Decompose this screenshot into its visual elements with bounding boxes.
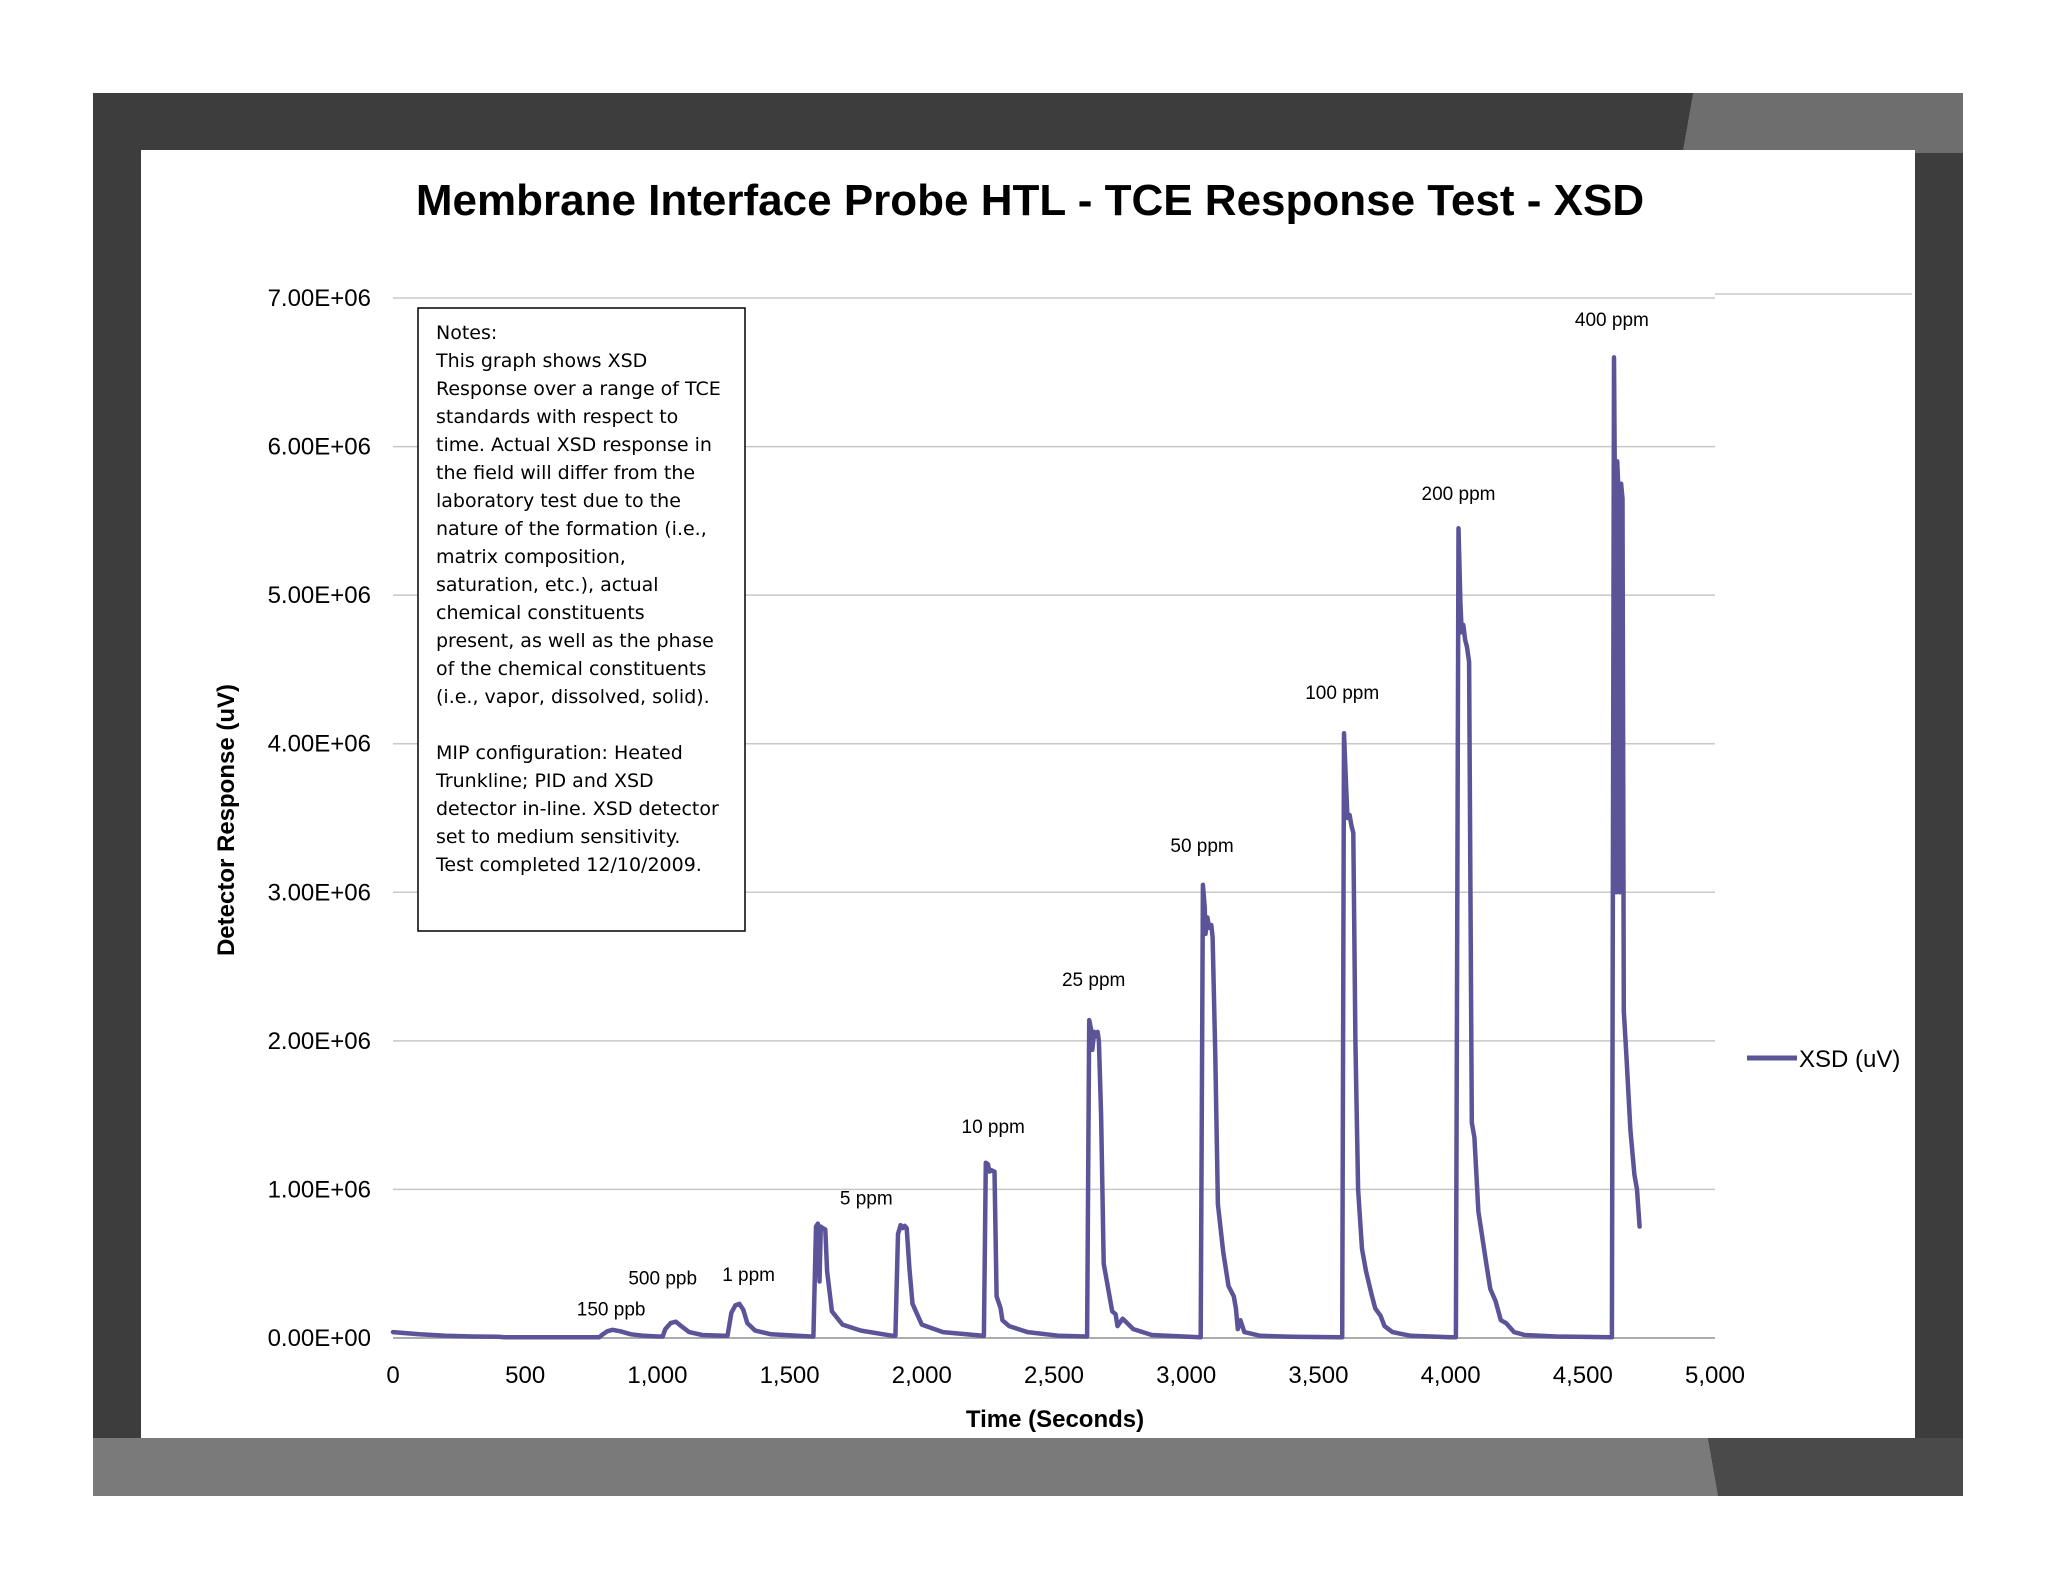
peak-label: 10 ppm — [961, 1116, 1025, 1138]
x-tick-label: 1,000 — [627, 1362, 688, 1389]
peak-label: 150 ppb — [576, 1299, 646, 1321]
x-tick-label: 1,500 — [759, 1362, 820, 1389]
legend — [1747, 1046, 1900, 1073]
x-tick-label: 5,000 — [1684, 1362, 1746, 1389]
notes-line: Test completed 12/10/2009. — [436, 854, 702, 876]
x-tick-label: 3,500 — [1288, 1362, 1349, 1389]
notes-line: time. Actual XSD response in — [436, 434, 712, 456]
notes-line: Response over a range of TCE — [436, 378, 721, 400]
x-tick-label: 500 — [505, 1362, 546, 1389]
notes-line: laboratory test due to the — [436, 490, 681, 512]
notes-line: Notes: — [436, 322, 498, 344]
y-axis-title: Detector Response (uV) — [213, 683, 240, 957]
notes-box — [418, 308, 745, 931]
notes-line: standards with respect to — [436, 406, 679, 428]
peak-label: 25 ppm — [1061, 969, 1126, 991]
notes-line: matrix composition, — [436, 546, 626, 568]
peak-label: 400 ppm — [1574, 310, 1649, 332]
y-tick-label: 3.00E+06 — [267, 879, 371, 907]
notes-line: set to medium sensitivity. — [436, 826, 681, 848]
notes-line: saturation, etc.), actual — [436, 574, 659, 596]
x-tick-label: 4,500 — [1552, 1362, 1613, 1389]
notes-line: Trunkline; PID and XSD — [436, 770, 654, 792]
y-tick-label: 0.00E+00 — [267, 1325, 371, 1352]
y-tick-label: 2.00E+06 — [267, 1027, 371, 1055]
y-tick-label: 1.00E+06 — [267, 1176, 371, 1204]
y-tick-label: 4.00E+06 — [267, 730, 371, 758]
notes-line: the field will differ from the — [436, 462, 696, 484]
y-axis-ticks — [268, 285, 371, 1352]
y-tick-label: 6.00E+06 — [267, 433, 371, 461]
notes-line: of the chemical constituents — [436, 658, 707, 680]
peak-label: 200 ppm — [1421, 484, 1496, 506]
notes-line: present, as well as the phase — [436, 630, 714, 652]
notes-line: nature of the formation (i.e., — [436, 518, 707, 540]
peak-label: 50 ppm — [1170, 836, 1234, 858]
x-tick-label: 2,500 — [1023, 1362, 1085, 1389]
peak-label: 1 ppm — [722, 1264, 776, 1286]
x-tick-label: 3,000 — [1156, 1362, 1217, 1389]
notes-line: chemical constituents — [436, 602, 645, 624]
legend-label-xsd: XSD (uV) — [1799, 1046, 1901, 1073]
notes-line: This graph shows XSD — [436, 350, 648, 372]
x-tick-label: 0 — [386, 1362, 400, 1389]
notes-line: MIP configuration: Heated — [436, 742, 683, 764]
x-axis-ticks — [386, 1362, 1745, 1389]
x-tick-label: 4,000 — [1420, 1362, 1481, 1389]
peak-label: 100 ppm — [1305, 683, 1380, 705]
peak-label: 500 ppb — [628, 1268, 698, 1290]
y-tick-label: 7.00E+06 — [267, 285, 371, 312]
notes-line: (i.e., vapor, dissolved, solid). — [436, 686, 710, 708]
x-axis-title: Time (Seconds) — [965, 1406, 1145, 1433]
notes-line: detector in-line. XSD detector — [436, 798, 719, 820]
y-tick-label: 5.00E+06 — [267, 582, 371, 610]
peak-label: 5 ppm — [839, 1188, 893, 1210]
x-tick-label: 2,000 — [891, 1362, 952, 1389]
chart-title: Membrane Interface Probe HTL - TCE Response Test - XSD — [415, 176, 1645, 225]
